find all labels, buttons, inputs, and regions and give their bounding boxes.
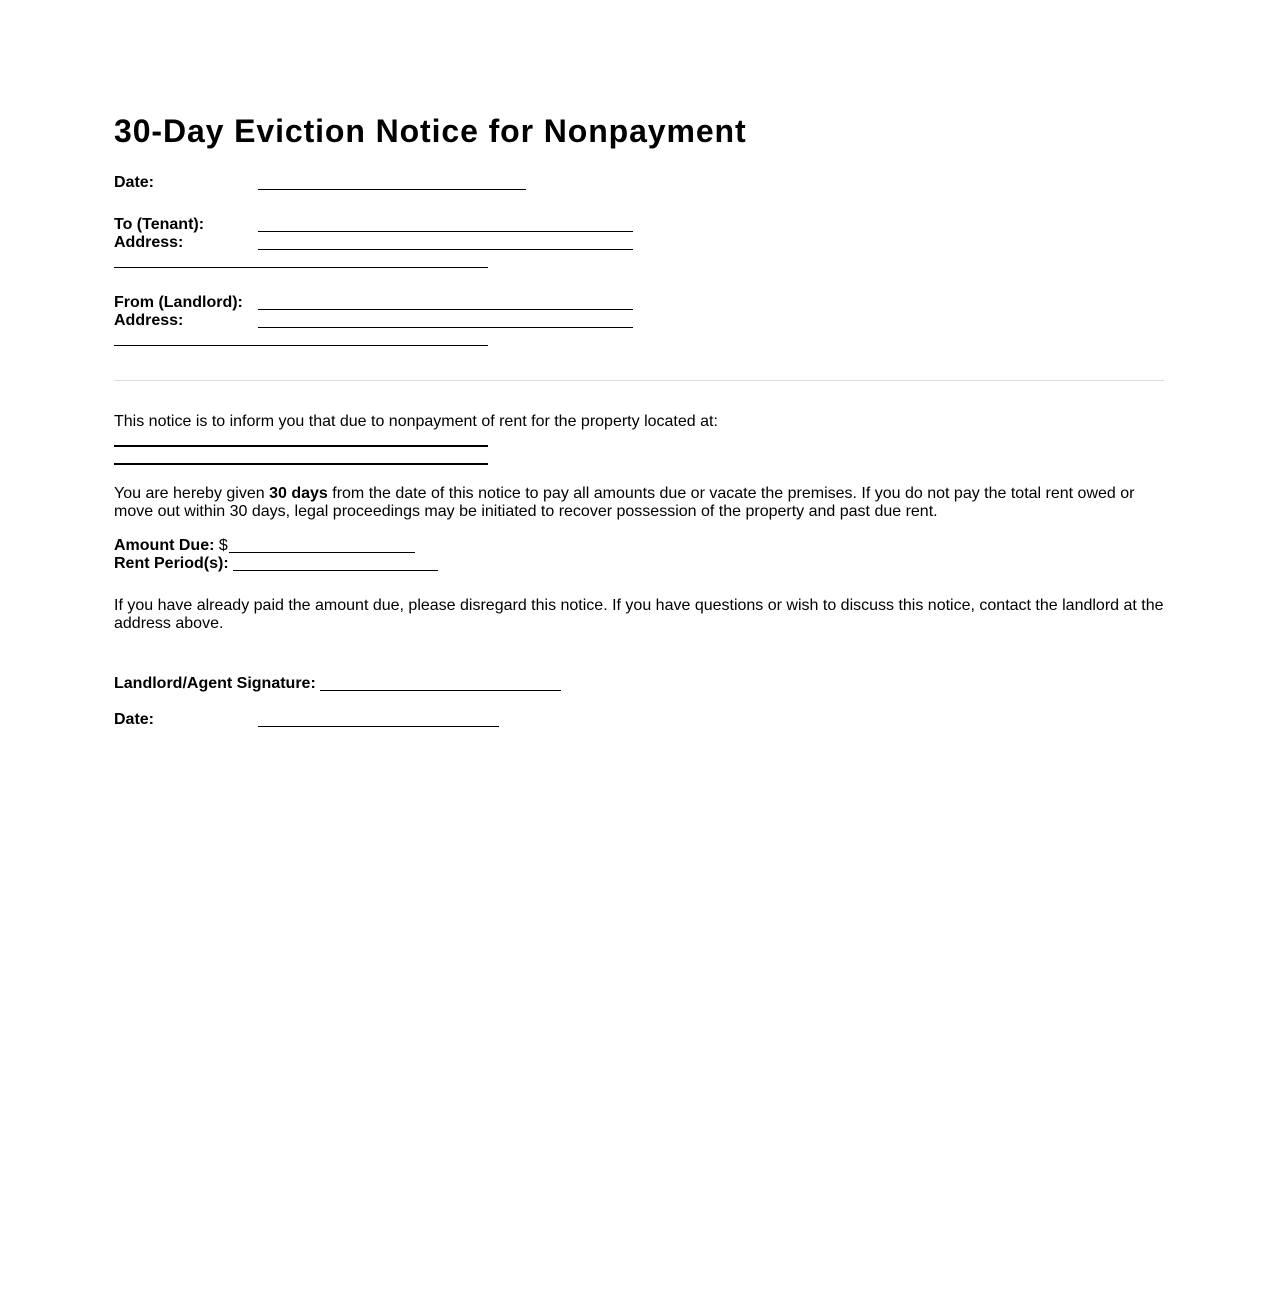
date-label: Date: bbox=[114, 174, 155, 191]
date-field[interactable] bbox=[258, 189, 526, 190]
currency-symbol: $ bbox=[218, 537, 228, 554]
tenant-address-line-2[interactable] bbox=[114, 267, 488, 268]
signature-label: Landlord/Agent Signature: bbox=[114, 675, 316, 692]
intro-paragraph: This notice is to inform you that due to nonpayment of rent for the property located at: bbox=[114, 413, 718, 430]
footer-date-label: Date: bbox=[114, 711, 155, 728]
notice-text-rest: from the date of this notice to pay all amounts due or vacate the premises. If you do not pay the total rent owed or move out within 30 days, legal proceedings may be initiated to recover possession of the property and past due rent. bbox=[114, 485, 1135, 520]
landlord-name-field[interactable] bbox=[258, 309, 633, 310]
signature-field[interactable] bbox=[320, 690, 561, 691]
notice-paragraph bbox=[114, 485, 1174, 521]
page-title: 30-Day Eviction Notice for Nonpayment bbox=[114, 113, 747, 149]
property-address-line-1[interactable] bbox=[114, 445, 488, 447]
amount-due-field[interactable] bbox=[229, 552, 415, 553]
tenant-label: To (Tenant): bbox=[114, 216, 205, 233]
landlord-address-line-2[interactable] bbox=[114, 345, 488, 346]
landlord-address-field[interactable] bbox=[258, 327, 633, 328]
landlord-address-label: Address: bbox=[114, 312, 184, 329]
notice-days: 30 days bbox=[269, 485, 328, 502]
amount-due-label: Amount Due: bbox=[114, 537, 215, 554]
notice-text: You are hereby given bbox=[114, 485, 270, 502]
disregard-paragraph: If you have already paid the amount due, please disregard this notice. If you have questions or wish to discuss this notice, contact the landlord at the address above. bbox=[114, 597, 1164, 632]
divider bbox=[114, 380, 1164, 381]
rent-period-field[interactable] bbox=[233, 570, 438, 571]
tenant-address-label: Address: bbox=[114, 234, 184, 251]
landlord-label: From (Landlord): bbox=[114, 294, 243, 311]
tenant-address-field[interactable] bbox=[258, 249, 633, 250]
rent-period-label: Rent Period(s): bbox=[114, 555, 229, 572]
tenant-name-field[interactable] bbox=[258, 231, 633, 232]
property-address-line-2[interactable] bbox=[114, 463, 488, 465]
footer-date-field[interactable] bbox=[258, 726, 499, 727]
